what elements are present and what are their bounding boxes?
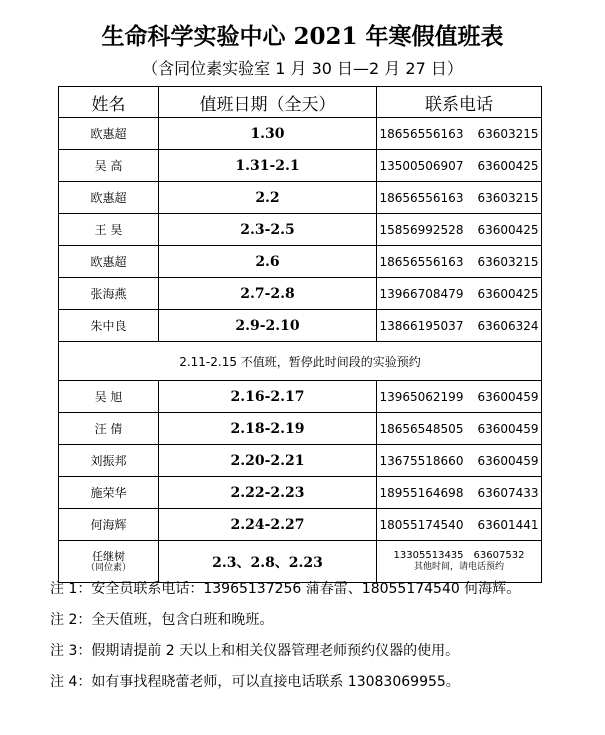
phone-cell: [377, 182, 542, 214]
table-row: [59, 278, 542, 310]
mobile-number: 13965062199: [379, 389, 464, 404]
duty-name: 吴 旭: [59, 381, 159, 413]
table-row: [59, 182, 542, 214]
table-row: [59, 413, 542, 445]
isotope-name-note: （同位素）: [85, 562, 131, 573]
duty-name: 欧惠超: [59, 246, 159, 278]
duty-date: 2.24-2.27: [159, 509, 377, 541]
duty-date: 2.7-2.8: [159, 278, 377, 310]
duty-name: 汪 倩: [59, 413, 159, 445]
isotope-phone-cell: [377, 541, 542, 583]
table-header-row: [59, 87, 542, 118]
mobile-number: 18656556163: [379, 190, 464, 205]
duty-date: 1.31-2.1: [159, 150, 377, 182]
phone-cell: [377, 310, 542, 342]
break-notice: 2.11-2.15 不值班，暂停此时间段的实验预约: [59, 342, 542, 381]
office-number: 63600425: [477, 286, 539, 301]
office-number: 63600459: [477, 389, 539, 404]
mobile-number: 13675518660: [379, 453, 464, 468]
phone-cell: [377, 246, 542, 278]
header-name: 姓名: [59, 87, 159, 118]
isotope-phone-numbers: [377, 550, 541, 562]
duty-name: 王 昊: [59, 214, 159, 246]
phone-cell: [377, 150, 542, 182]
page-title: 生命科学实验中心 2021 年寒假值班表: [101, 23, 504, 50]
table-row: [59, 214, 542, 246]
office-number: 63606324: [477, 318, 539, 333]
phone-cell: [377, 477, 542, 509]
duty-name: 欧惠超: [59, 182, 159, 214]
isotope-office: 63607532: [473, 550, 525, 561]
mobile-number: 18656548505: [379, 421, 464, 436]
duty-date: 2.3-2.5: [159, 214, 377, 246]
phone-cell: [377, 445, 542, 477]
duty-name: 张海燕: [59, 278, 159, 310]
office-number: 63600425: [477, 222, 539, 237]
office-number: 63603215: [477, 254, 539, 269]
duty-date: 2.18-2.19: [159, 413, 377, 445]
table-row: [59, 477, 542, 509]
isotope-mobile: 13305513435: [393, 550, 464, 561]
break-notice-section: [59, 342, 542, 381]
mobile-number: 18055174540: [379, 517, 464, 532]
office-number: 63600425: [477, 158, 539, 173]
mobile-number: 18656556163: [379, 126, 464, 141]
office-number: 63603215: [477, 126, 539, 141]
mobile-number: 13966708479: [379, 286, 464, 301]
duty-name: 刘振邦: [59, 445, 159, 477]
office-number: 63603215: [477, 190, 539, 205]
note-1: 注 1：安全员联系电话：13965137256 蒲春雷、18055174540 何海辉。: [50, 581, 521, 597]
duty-date: 2.6: [159, 246, 377, 278]
isotope-name-cell: [59, 541, 159, 583]
office-number: 63601441: [477, 517, 539, 532]
break-notice-row: [59, 342, 542, 381]
rows-after-break: [59, 381, 542, 541]
isotope-section: [59, 541, 542, 583]
phone-cell: [377, 413, 542, 445]
isotope-date: 2.3、2.8、2.23: [159, 541, 377, 583]
phone-cell: [377, 278, 542, 310]
duty-name: 欧惠超: [59, 118, 159, 150]
phone-cell: [377, 381, 542, 413]
header-date: 值班日期（全天）: [159, 87, 377, 118]
notes-section: [50, 579, 595, 703]
mobile-number: 13866195037: [379, 318, 464, 333]
phone-cell: [377, 118, 542, 150]
duty-date: 2.2: [159, 182, 377, 214]
header-phone: 联系电话: [377, 87, 542, 118]
rows-before-break: [59, 118, 542, 342]
duty-date: 2.20-2.21: [159, 445, 377, 477]
note-2: 注 2：全天值班，包含白班和晚班。: [50, 612, 274, 628]
table-row: [59, 118, 542, 150]
table-row: [59, 509, 542, 541]
note-4: 注 4：如有事找程晓蕾老师，可以直接电话联系 13083069955。: [50, 674, 460, 690]
mobile-number: 18955164698: [379, 485, 464, 500]
table-row: [59, 445, 542, 477]
isotope-phone-note: 其他时间，请电话预约: [413, 562, 504, 572]
isotope-name: 任继树: [92, 549, 125, 563]
office-number: 63607433: [477, 485, 539, 500]
duty-name: 吴 高: [59, 150, 159, 182]
duty-name: 施荣华: [59, 477, 159, 509]
mobile-number: 18656556163: [379, 254, 464, 269]
mobile-number: 15856992528: [379, 222, 464, 237]
duty-date: 2.16-2.17: [159, 381, 377, 413]
table-row: [59, 310, 542, 342]
table-row: [59, 246, 542, 278]
phone-cell: [377, 509, 542, 541]
office-number: 63600459: [477, 421, 539, 436]
office-number: 63600459: [477, 453, 539, 468]
table-row-isotope: [59, 541, 542, 583]
mobile-number: 13500506907: [379, 158, 464, 173]
table-row: [59, 381, 542, 413]
duty-date: 2.9-2.10: [159, 310, 377, 342]
duty-roster-table: [58, 86, 542, 583]
note-3: 注 3：假期请提前 2 天以上和相关仪器管理老师预约仪器的使用。: [50, 643, 460, 659]
page-subtitle: （含同位素实验室 1 月 30 日—2 月 27 日）: [142, 59, 463, 78]
duty-date: 1.30: [159, 118, 377, 150]
duty-name: 何海辉: [59, 509, 159, 541]
duty-date: 2.22-2.23: [159, 477, 377, 509]
duty-name: 朱中良: [59, 310, 159, 342]
phone-cell: [377, 214, 542, 246]
table-row: [59, 150, 542, 182]
